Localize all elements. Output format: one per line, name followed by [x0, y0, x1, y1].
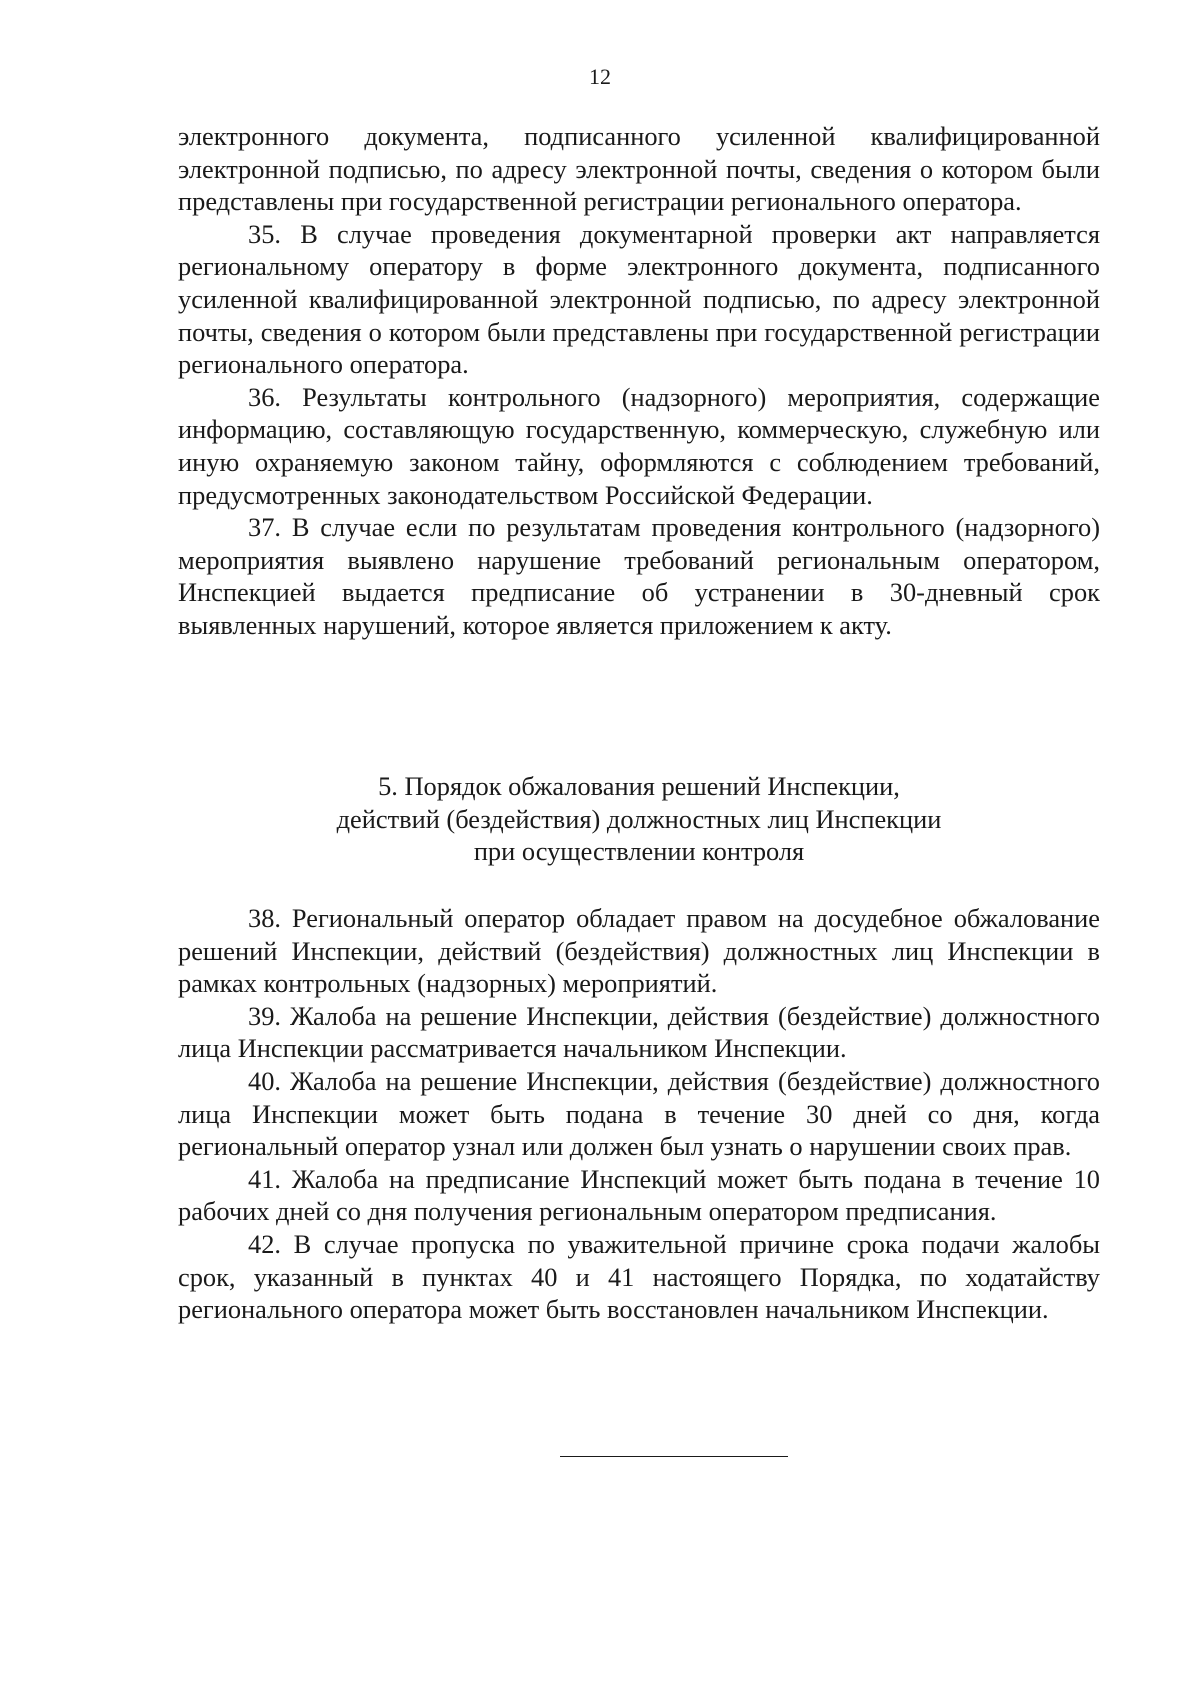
body-text-bottom	[178, 902, 1100, 1326]
paragraph-38: 38. Региональный оператор обладает правом на досудебное обжалование решений Инспекции, действий (бездействия) должностных лиц Инспекции в рамках контрольных (надзорных) мероприятий.	[178, 903, 1100, 999]
section-heading-line-2: действий (бездействия) должностных лиц Инспекции	[336, 803, 942, 834]
end-of-document-rule	[560, 1456, 788, 1457]
paragraph-41: 41. Жалоба на предписание Инспекций может быть подана в течение 10 рабочих дней со дня получения региональным оператором предписания.	[178, 1163, 1100, 1227]
section-heading-line-1: 5. Порядок обжалования решений Инспекции,	[378, 771, 900, 801]
section-heading	[178, 770, 1100, 868]
section-heading-line-3: при осуществлении контроля	[473, 836, 805, 867]
page-number: 12	[589, 64, 611, 89]
paragraph-37: 37. В случае если по результатам проведения контрольного (надзорного) мероприятия выявлено нарушение требований региональным оператором, Инспекцией выдается предписание об устранении в 30-дневный срок выявленных нарушений, которое является приложением к акту.	[178, 512, 1100, 640]
paragraph-35: 35. В случае проведения документарной проверки акт направляется региональному оператору в форме электронного документа, подписанного усиленной квалифицированной электронной подписью, по адресу электронной почты, сведения о котором были представлены при государственной регистрации регионального оператора.	[178, 218, 1100, 380]
paragraph-40: 40. Жалоба на решение Инспекции, действия (бездействие) должностного лица Инспекции может быть подана в течение 30 дней со дня, когда региональный оператор узнал или должен был узнать о нарушении своих прав.	[178, 1065, 1100, 1162]
paragraph-36: 36. Результаты контрольного (надзорного) мероприятия, содержащие информацию, составляющую государственную, коммерческую, служебную или иную охраняемую законом тайну, оформляются с соблюдением требований, предусмотренных законодательством Российской Федерации.	[178, 381, 1100, 510]
paragraph-39: 39. Жалоба на решение Инспекции, действия (бездействие) должностного лица Инспекции рассматривается начальником Инспекции.	[178, 1000, 1100, 1064]
paragraph-42: 42. В случае пропуска по уважительной причине срока подачи жалобы срок, указанный в пунктах 40 и 41 настоящего Порядка, по ходатайству регионального оператора может быть восстановлен начальником Инспекции.	[178, 1228, 1100, 1325]
body-text-top	[178, 120, 1100, 642]
intro-paragraph: электронного документа, подписанного усиленной квалифицированной электронной подписью, по адресу электронной почты, сведения о котором были представлены при государственной регистрации регионального оператора.	[178, 121, 1100, 217]
